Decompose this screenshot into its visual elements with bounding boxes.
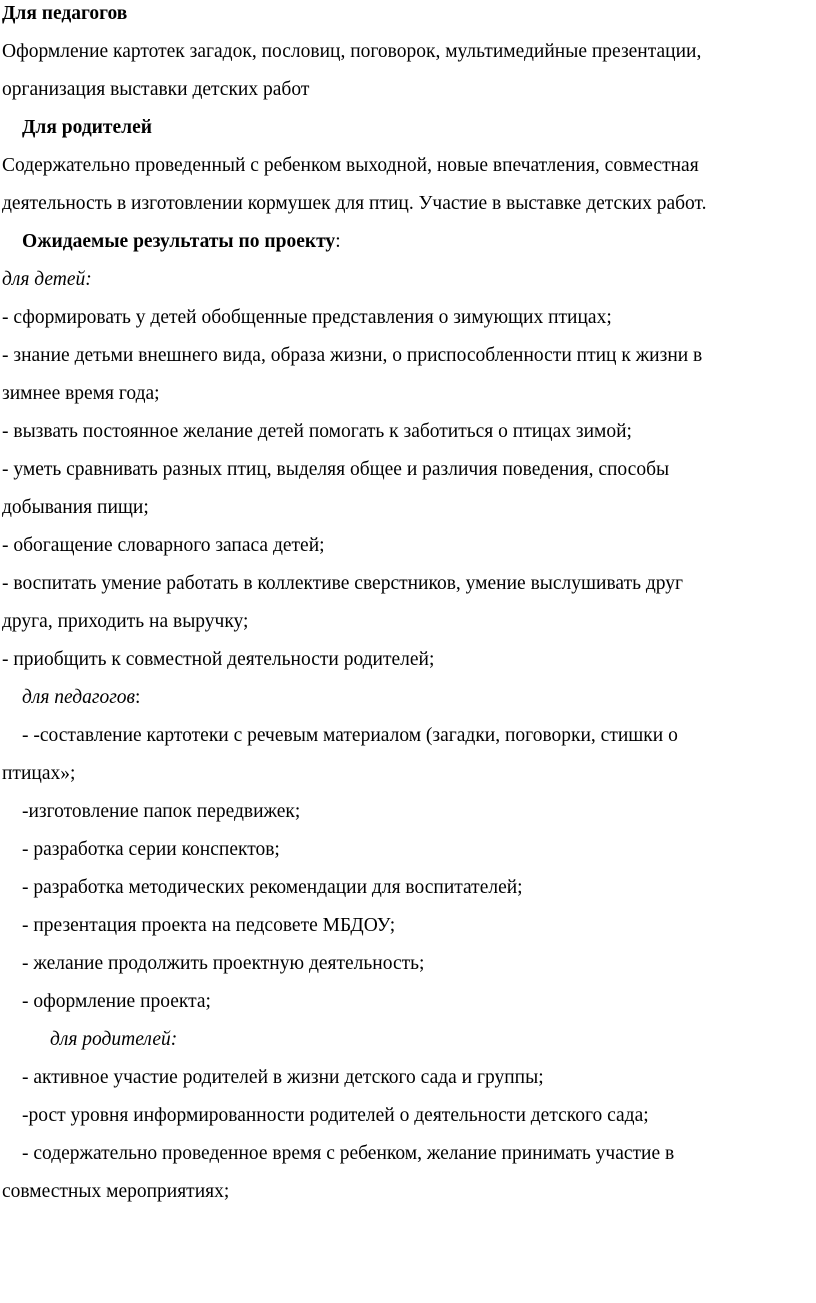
- children-label: для детей:: [2, 269, 92, 290]
- children-item-4: - вызвать постоянное желание детей помогать к заботиться о птицах зимой;: [2, 421, 632, 442]
- children-item-7: - обогащение словарного запаса детей;: [2, 535, 325, 556]
- parents-text-line-2: деятельность в изготовлении кормушек для птиц. Участие в выставке детских работ.: [2, 193, 707, 214]
- results-heading-line: [22, 230, 341, 254]
- parents-item-4: совместных мероприятиях;: [2, 1181, 230, 1202]
- parents-item-3: - содержательно проведенное время с ребенком, желание принимать участие в: [22, 1143, 675, 1164]
- teachers-item-4: - разработка серии конспектов;: [22, 839, 280, 860]
- children-item-1: - сформировать у детей обобщенные представления о зимующих птицах;: [2, 307, 612, 328]
- children-item-10: - приобщить к совместной деятельности родителей;: [2, 649, 435, 670]
- results-heading-colon: :: [335, 231, 341, 252]
- teachers-item-3: -изготовление папок передвижек;: [22, 801, 301, 822]
- teachers-item-2: птицах»;: [2, 763, 76, 784]
- teachers-item-6: - презентация проекта на педсовете МБДОУ;: [22, 915, 396, 936]
- children-item-8: - воспитать умение работать в коллективе сверстников, умение выслушивать друг: [2, 573, 684, 594]
- teachers-item-5: - разработка методических рекомендации для воспитателей;: [22, 877, 523, 898]
- teachers-text-line-1: Оформление картотек загадок, пословиц, поговорок, мультимедийные презентации,: [2, 41, 702, 62]
- teachers-label-colon: :: [135, 687, 141, 708]
- children-item-5: - уметь сравнивать разных птиц, выделяя общее и различия поведения, способы: [2, 459, 670, 480]
- children-item-3: зимнее время года;: [2, 383, 160, 404]
- teachers-text-line-2: организация выставки детских работ: [2, 79, 310, 100]
- parents-item-2: -рост уровня информированности родителей о деятельности детского сада;: [22, 1105, 649, 1126]
- heading-for-teachers: Для педагогов: [2, 3, 128, 24]
- parents-item-1: - активное участие родителей в жизни детского сада и группы;: [22, 1067, 544, 1088]
- children-item-2: - знание детьми внешнего вида, образа жизни, о приспособленности птиц к жизни в: [2, 345, 703, 366]
- children-item-6: добывания пищи;: [2, 497, 149, 518]
- teachers-label-line: [22, 686, 140, 710]
- heading-for-parents: Для родителей: [22, 117, 152, 138]
- children-item-9: друга, приходить на выручку;: [2, 611, 249, 632]
- teachers-label: для педагогов: [22, 687, 136, 708]
- parents-label: для родителей:: [50, 1029, 178, 1050]
- teachers-item-8: - оформление проекта;: [22, 991, 211, 1012]
- results-heading: Ожидаемые результаты по проекту: [22, 231, 336, 252]
- teachers-item-7: - желание продолжить проектную деятельность;: [22, 953, 425, 974]
- parents-text-line-1: Содержательно проведенный с ребенком выходной, новые впечатления, совместная: [2, 155, 699, 176]
- teachers-item-1: - -составление картотеки с речевым материалом (загадки, поговорки, стишки о: [22, 725, 678, 746]
